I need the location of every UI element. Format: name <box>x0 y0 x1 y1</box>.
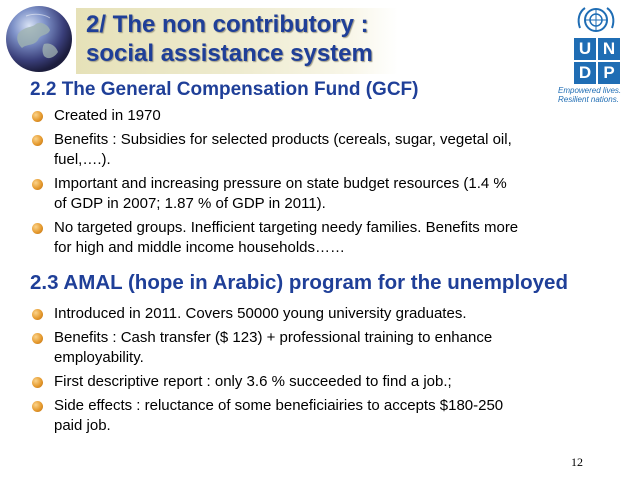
section-heading-amal: 2.3 AMAL (hope in Arabic) program for the unemployed <box>30 271 568 294</box>
bullet-text: First descriptive report : only 3.6 % succeeded to find a job.; <box>54 373 452 390</box>
logo-letter-n: N <box>598 38 620 60</box>
list-item <box>32 106 612 126</box>
slide-title-line1: 2/ The non contributory : <box>86 11 369 38</box>
bullet-list-amal <box>32 304 612 440</box>
page-number: 12 <box>571 455 583 469</box>
list-item <box>32 396 612 436</box>
logo-tagline-line2: Resilient nations. <box>558 95 619 104</box>
bullet-text: Benefits : Subsidies for selected products (cereals, sugar, vegetal oil, <box>54 131 512 148</box>
bullet-text: Created in 1970 <box>54 107 161 124</box>
bullet-text-continued: employability. <box>54 349 144 366</box>
bullet-text: Side effects : reluctance of some beneficiairies to accepts $180-250 <box>54 397 504 414</box>
bullet-list-gcf <box>32 106 612 262</box>
bullet-icon <box>32 377 43 388</box>
slide-title-line2: social assistance system <box>86 40 373 67</box>
bullet-icon <box>32 223 43 234</box>
list-item <box>32 328 612 368</box>
list-item <box>32 372 612 392</box>
globe-icon <box>4 4 74 74</box>
logo-letter-u: U <box>574 38 596 60</box>
undp-logo <box>565 4 627 84</box>
bullet-icon <box>32 135 43 146</box>
section-heading-gcf: 2.2 The General Compensation Fund (GCF) <box>30 79 419 100</box>
list-item <box>32 174 612 214</box>
bullet-text: Benefits : Cash transfer ($ 123) + professional training to enhance <box>54 329 493 346</box>
list-item <box>32 218 612 258</box>
bullet-icon <box>32 401 43 412</box>
slide-title <box>86 10 373 68</box>
bullet-text-continued: for high and middle income households…… <box>54 239 345 256</box>
bullet-text: No targeted groups. Inefficient targeting needy families. Benefits more <box>54 219 519 236</box>
bullet-text: Important and increasing pressure on state budget resources (1.4 % <box>54 175 507 192</box>
un-emblem-icon <box>565 4 627 36</box>
logo-tagline <box>558 86 634 104</box>
bullet-icon <box>32 309 43 320</box>
bullet-icon <box>32 333 43 344</box>
bullet-text-continued: fuel,….). <box>54 151 111 168</box>
list-item <box>32 130 612 170</box>
logo-letter-d: D <box>574 62 596 84</box>
list-item <box>32 304 612 324</box>
bullet-text-continued: of GDP in 2007; 1.87 % of GDP in 2011). <box>54 195 326 212</box>
bullet-text: Introduced in 2011. Covers 50000 young university graduates. <box>54 305 467 322</box>
bullet-icon <box>32 179 43 190</box>
logo-tagline-line1: Empowered lives. <box>558 86 622 95</box>
logo-letter-p: P <box>598 62 620 84</box>
bullet-icon <box>32 111 43 122</box>
bullet-text-continued: paid job. <box>54 417 111 434</box>
